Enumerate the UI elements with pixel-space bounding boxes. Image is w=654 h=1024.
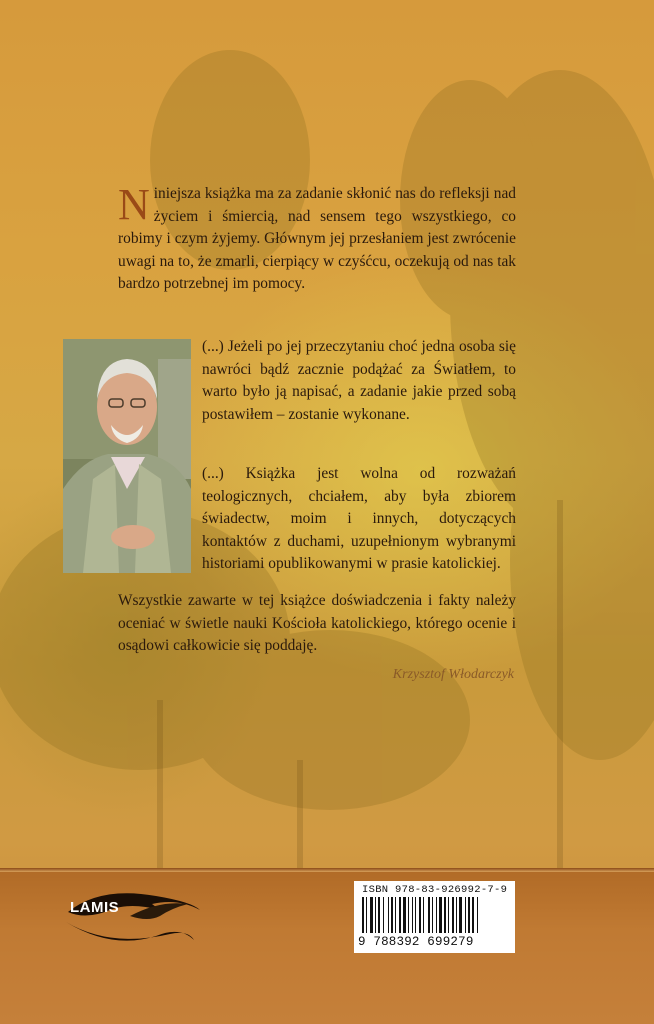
paragraph-testimonies: (...) Książka jest wolna od rozważań teologicznych, chciałem, aby była zbiorem świadectw, moim i innych, dotyczących kontaktów z duchami, uzupełnionym wybranymi historiami opublikowanymi w prasie katolickiej. (202, 465, 516, 573)
isbn-barcode (354, 881, 515, 953)
footer-divider (0, 868, 654, 872)
publisher-logo-text: LAMIS (70, 899, 120, 916)
paragraph-intro (118, 180, 516, 296)
paragraph-intro-text: iniejsza książka ma za zadanie skłonić nas do refleksji nad życiem i śmiercią, nad sensem tego wszystkiego, co robimy i czym żyjemy. Głównym jej przesłaniem jest zwrócenie uwagi na to, że zmarli, cierpiący w czyśćcu, oczekują od nas tak bardzo potrzebnej im pomocy. (118, 185, 516, 293)
author-portrait-illustration (63, 339, 191, 573)
paragraph-church-teaching: Wszystkie zawarte w tej książce doświadczenia i fakty należy oceniać w świetle nauki Kościoła katolickiego, którego ocenie i osądowi całkowicie się poddaję. (118, 592, 516, 655)
drop-cap: N (118, 180, 150, 229)
barcode-bars (362, 897, 508, 937)
isbn-number: ISBN 978-83-926992-7-9 (362, 884, 508, 896)
paragraph-conversion: (...) Jeżeli po jej przeczytaniu choć jedna osoba się nawróci bądź zacznie podążać za Światłem, to warto było ją napisać, a zadanie jakie przed sobą postawiłem – zostanie wykonane. (202, 338, 516, 423)
author-photo (63, 339, 191, 573)
ean-number: 9 788392 699279 (358, 935, 474, 949)
author-signature: Krzysztof Włodarczyk (392, 667, 514, 682)
